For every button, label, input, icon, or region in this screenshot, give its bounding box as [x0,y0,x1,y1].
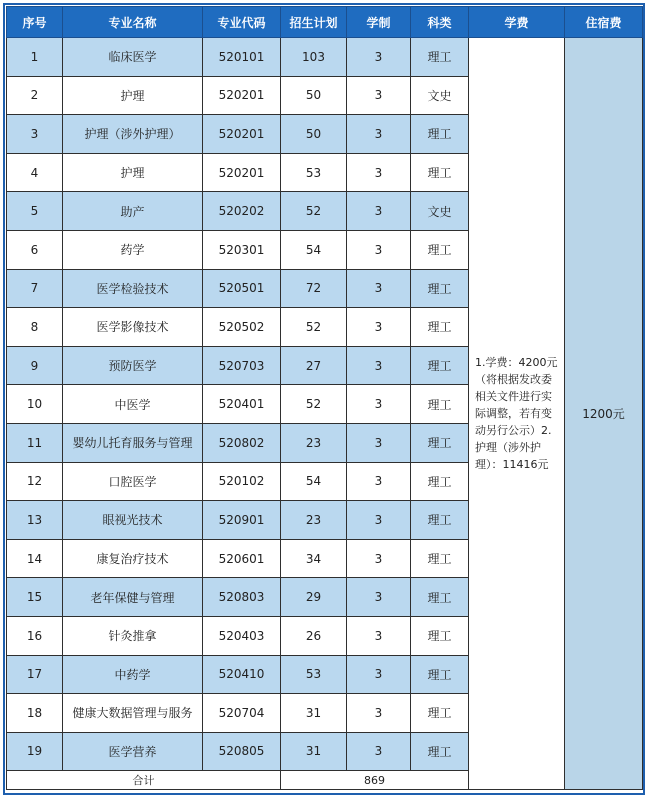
row-years: 3 [347,462,411,501]
row-name: 护理 [63,76,203,115]
row-years: 3 [347,694,411,733]
row-years: 3 [347,385,411,424]
header-cell: 序号 [7,7,63,38]
row-code: 520703 [203,346,281,385]
row-years: 3 [347,732,411,771]
row-no: 15 [7,578,63,617]
row-code: 520201 [203,76,281,115]
row-subject: 理工 [411,308,469,347]
row-name: 中医学 [63,385,203,424]
header-row [7,7,643,38]
tuition-fee-note [469,38,565,790]
row-code: 520301 [203,230,281,269]
row-code: 520202 [203,192,281,231]
tuition-fee-text: 1.学费：4200元（将根据发改委相关文件进行实际调整，若有变动另行公示）2.护理（涉外护理）：11416元 [475,356,558,472]
row-plan: 23 [281,501,347,540]
row-no: 8 [7,308,63,347]
row-no: 12 [7,462,63,501]
row-no: 17 [7,655,63,694]
row-years: 3 [347,423,411,462]
row-plan: 53 [281,153,347,192]
header-cell: 科类 [411,7,469,38]
row-code: 520502 [203,308,281,347]
row-no: 3 [7,115,63,154]
row-years: 3 [347,616,411,655]
row-years: 3 [347,308,411,347]
row-code: 520501 [203,269,281,308]
row-name: 眼视光技术 [63,501,203,540]
row-name: 婴幼儿托育服务与管理 [63,423,203,462]
row-name: 中药学 [63,655,203,694]
header-cell: 学费 [469,7,565,38]
row-subject: 理工 [411,153,469,192]
header-cell: 住宿费 [565,7,643,38]
row-plan: 50 [281,115,347,154]
row-plan: 31 [281,732,347,771]
row-code: 520802 [203,423,281,462]
total-plan: 869 [281,771,469,790]
row-no: 9 [7,346,63,385]
row-years: 3 [347,38,411,77]
row-years: 3 [347,501,411,540]
row-no: 6 [7,230,63,269]
row-code: 520601 [203,539,281,578]
header-cell: 专业名称 [63,7,203,38]
row-name: 康复治疗技术 [63,539,203,578]
row-name: 医学营养 [63,732,203,771]
lodging-fee: 1200元 [565,38,643,790]
row-subject: 理工 [411,230,469,269]
row-subject: 理工 [411,462,469,501]
row-years: 3 [347,578,411,617]
row-plan: 52 [281,385,347,424]
row-name: 预防医学 [63,346,203,385]
row-name: 临床医学 [63,38,203,77]
row-no: 16 [7,616,63,655]
row-no: 7 [7,269,63,308]
row-code: 520201 [203,153,281,192]
row-years: 3 [347,115,411,154]
row-no: 18 [7,694,63,733]
row-plan: 72 [281,269,347,308]
row-no: 14 [7,539,63,578]
row-plan: 52 [281,192,347,231]
row-subject: 理工 [411,655,469,694]
row-subject: 文史 [411,192,469,231]
row-code: 520403 [203,616,281,655]
row-code: 520704 [203,694,281,733]
row-subject: 理工 [411,578,469,617]
row-no: 2 [7,76,63,115]
row-years: 3 [347,76,411,115]
row-plan: 54 [281,462,347,501]
row-subject: 理工 [411,346,469,385]
row-subject: 理工 [411,38,469,77]
row-years: 3 [347,230,411,269]
row-name: 口腔医学 [63,462,203,501]
row-name: 护理 [63,153,203,192]
row-subject: 理工 [411,269,469,308]
header-cell: 专业代码 [203,7,281,38]
row-no: 13 [7,501,63,540]
row-code: 520201 [203,115,281,154]
row-plan: 103 [281,38,347,77]
row-plan: 50 [281,76,347,115]
row-subject: 文史 [411,76,469,115]
row-subject: 理工 [411,423,469,462]
row-plan: 53 [281,655,347,694]
row-no: 1 [7,38,63,77]
row-years: 3 [347,346,411,385]
row-name: 老年保健与管理 [63,578,203,617]
row-plan: 31 [281,694,347,733]
row-subject: 理工 [411,501,469,540]
row-name: 药学 [63,230,203,269]
row-years: 3 [347,153,411,192]
row-plan: 27 [281,346,347,385]
row-no: 10 [7,385,63,424]
row-code: 520102 [203,462,281,501]
total-label: 合计 [7,771,281,790]
row-subject: 理工 [411,115,469,154]
row-subject: 理工 [411,694,469,733]
row-code: 520803 [203,578,281,617]
header-cell: 学制 [347,7,411,38]
row-subject: 理工 [411,616,469,655]
row-plan: 52 [281,308,347,347]
row-plan: 34 [281,539,347,578]
row-code: 520101 [203,38,281,77]
row-plan: 54 [281,230,347,269]
row-code: 520805 [203,732,281,771]
row-code: 520401 [203,385,281,424]
row-name: 医学检验技术 [63,269,203,308]
row-name: 医学影像技术 [63,308,203,347]
row-name: 针灸推拿 [63,616,203,655]
row-code: 520901 [203,501,281,540]
row-plan: 26 [281,616,347,655]
row-subject: 理工 [411,539,469,578]
row-name: 助产 [63,192,203,231]
row-no: 19 [7,732,63,771]
row-plan: 23 [281,423,347,462]
row-years: 3 [347,192,411,231]
row-code: 520410 [203,655,281,694]
row-years: 3 [347,539,411,578]
row-subject: 理工 [411,732,469,771]
row-no: 5 [7,192,63,231]
row-name: 健康大数据管理与服务 [63,694,203,733]
row-years: 3 [347,269,411,308]
row-name: 护理（涉外护理） [63,115,203,154]
enrollment-table [6,6,643,790]
row-subject: 理工 [411,385,469,424]
table-row [7,38,643,77]
row-no: 11 [7,423,63,462]
header-cell: 招生计划 [281,7,347,38]
row-years: 3 [347,655,411,694]
row-no: 4 [7,153,63,192]
row-plan: 29 [281,578,347,617]
